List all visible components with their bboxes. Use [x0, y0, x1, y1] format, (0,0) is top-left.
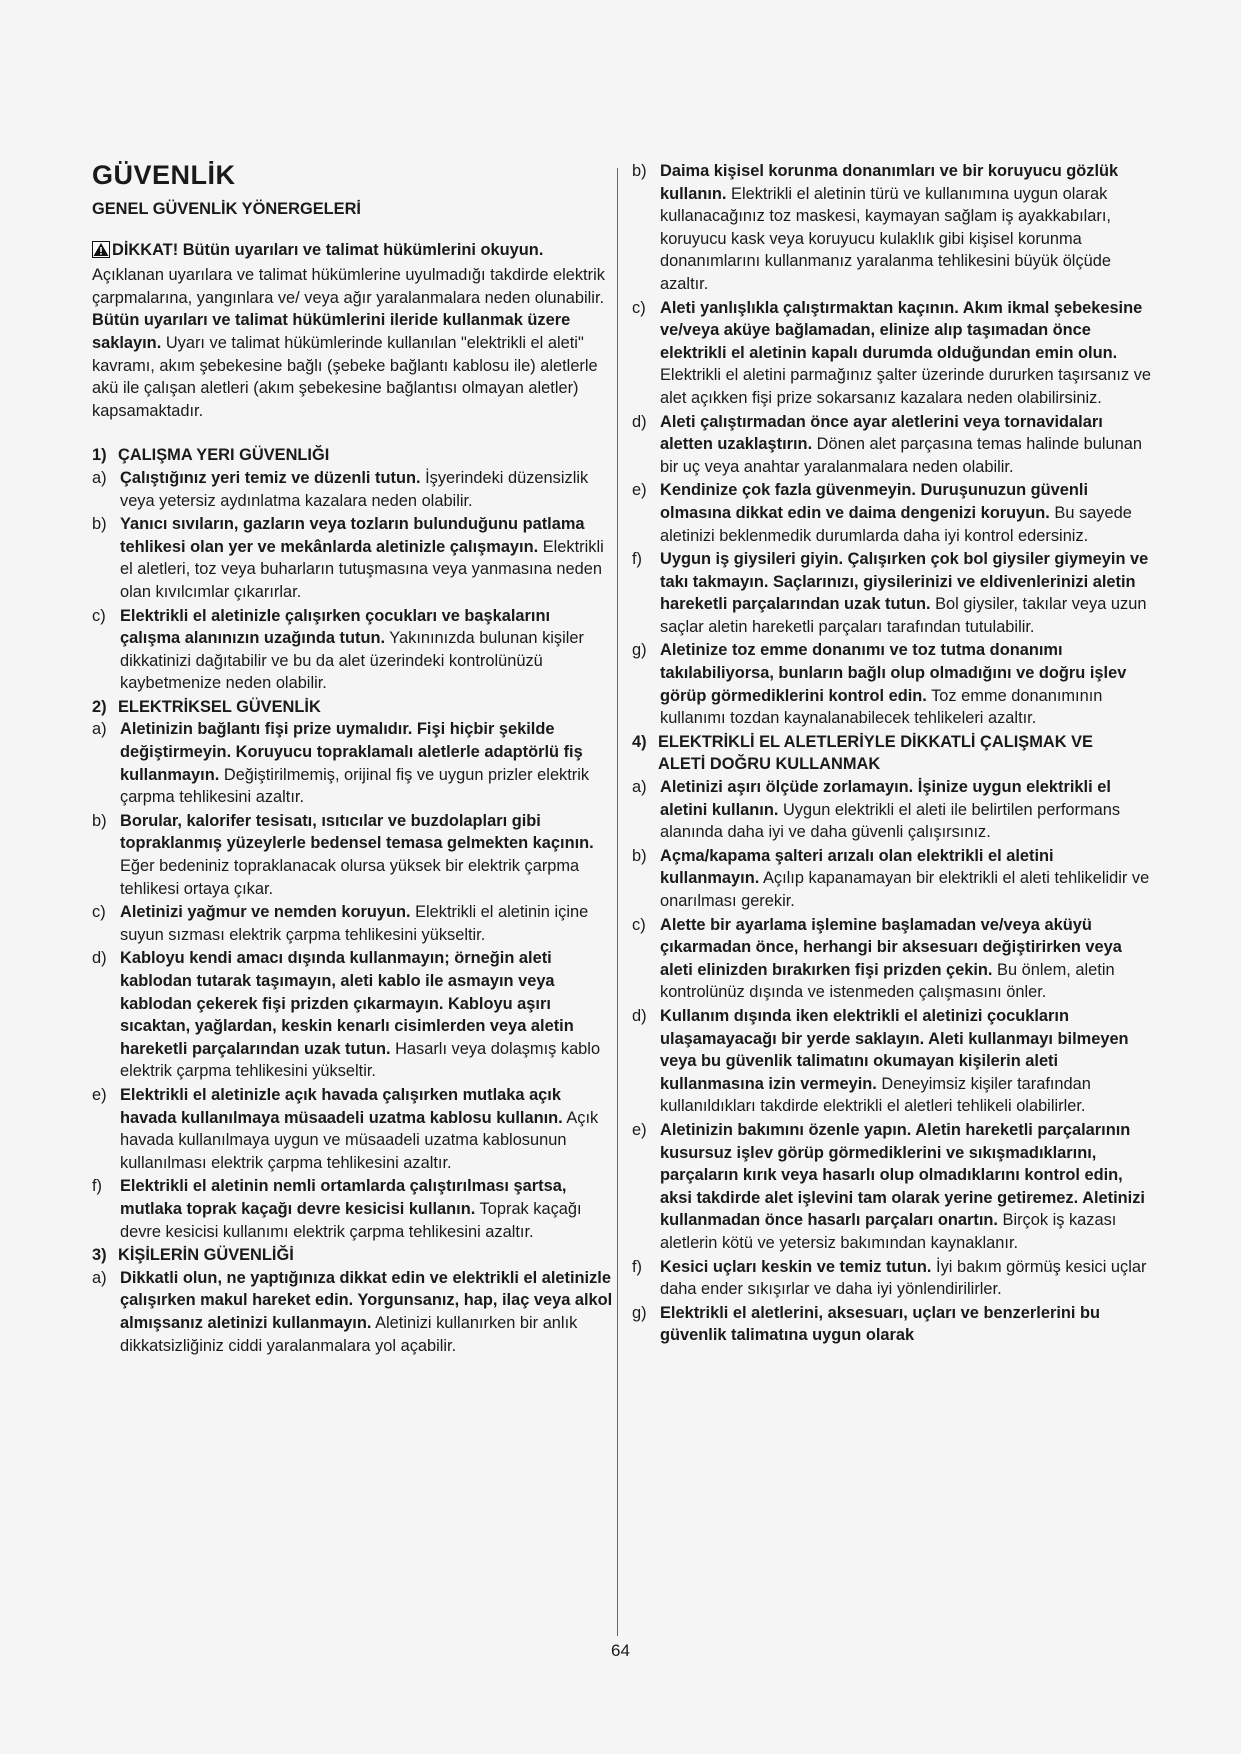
section-2-heading: 2) ELEKTRİKSEL GÜVENLİK — [92, 697, 321, 716]
list-item: a) Aletinizi aşırı ölçüde zorlamayın. İşinize uygun elektrikli el aletini kullanın. Uygun elektrikli el aleti ile belirtilen performans alanında daha iyi ve daha güvenli çalışırsınız. — [632, 778, 1121, 842]
list-item: a) Aletinizin bağlantı fişi prize uymalıdır. Fişi hiçbir şekilde değiştirmeyin. Koruyucu topraklamalı aletlerle adaptörlü fiş kullanmayın. Değiştirilmemiş, orijinal fiş ve uygun prizler elektrik çarpma tehlikesini azaltır. — [92, 720, 590, 807]
list-item: e) Kendinize çok fazla güvenmeyin. Duruşunuzun güvenli olmasına dikkat edin ve daima dengenizi koruyun. Bu sayede aletinizi beklenmedik durumlarda daha iyi kontrol edersiniz. — [632, 481, 1132, 545]
list-item: e) Elektrikli el aletinizle açık havada çalışırken mutlaka açık havada kullanılmaya müsaadeli uzatma kablosu kullanın. Açık havada kullanılmaya uygun ve müsaadeli uzatma kablosunun kullanılması elektrik çarpma tehlikesini azaltır. — [92, 1085, 599, 1172]
list-item: d) Kabloyu kendi amacı dışında kullanmayın; örneğin aleti kablodan tutarak taşımayın, aleti kablo ile asmayın veya kablodan çekerek fişi prizden çıkarmayın. Kabloyu aşırı sıcaktan, yağlardan, keskin kenarlı cisimlerden veya aletin hareketli parçalarından uzak tutun. Hasarlı veya dolaşmış kablo elektrik çarpma tehlikesini yükseltir. — [92, 949, 601, 1081]
warning-paragraph — [92, 239, 614, 423]
section-3-heading: 3) KİŞİLERİN GÜVENLİĞİ — [92, 1246, 294, 1265]
list-item: f) Kesici uçları keskin ve temiz tutun. İyi bakım görmüş kesici uçlar daha ender sıkışırlar ve daha iyi yönlendirilirler. — [632, 1257, 1147, 1299]
right-column — [632, 160, 1152, 1348]
page-number: 64 — [611, 1641, 630, 1660]
left-column — [92, 160, 614, 1358]
list-item: c) Alette bir ayarlama işlemine başlamadan ve/veya aküyü çıkarmadan önce, herhangi bir aksesuarı değiştirirken veya aleti elinizden bırakırken fişi prizden çekin. Bu önlem, aletin kontrolünüz dışında ve istenmeden çalışmasını önler. — [632, 915, 1122, 1002]
list-item: f) Elektrikli el aletinin nemli ortamlarda çalıştırılması şartsa, mutlaka toprak kaçağı devre kesicisi kullanın. Toprak kaçağı devre kesicisi kullanımı elektrik çarpma tehlikesini azaltır. — [92, 1177, 582, 1241]
warning-text-2: Uyarı ve talimat hükümlerinde kullanılan "elektrikli el aleti" kavramı, akım şebekesine bağlı (şebeke bağlantı kablosu ile) aletlerle akü ile çalışan aletleri (akım şebekesine bağlantısı olmayan aletler) kapsamaktadır. — [92, 333, 598, 420]
warning-triangle-icon — [92, 241, 110, 265]
column-divider — [617, 168, 618, 1636]
page-subtitle: GENEL GÜVENLİK YÖNERGELERİ — [92, 200, 361, 218]
list-item: b) Daima kişisel korunma donanımları ve bir koruyucu gözlük kullanın. Elektrikli el aletinin türü ve kullanımına uygun olarak kullanacağınız toz maskesi, kaymayan sağlam iş ayakkabıları, koruyucu kask veya koruyucu kulaklık gibi kişisel korunma donanımlarını kullanmanız yaralanma tehlikesini büyük ölçüde azaltır. — [632, 162, 1119, 293]
list-item: c) Aletinizi yağmur ve nemden koruyun. Elektrikli el aletinin içine suyun sızması elektrik çarpma tehlikesini yükseltir. — [92, 903, 589, 944]
list-item: g) Elektrikli el aletlerini, aksesuarı, uçları ve benzerlerini bu güvenlik talimatına uygun olarak — [632, 1303, 1101, 1345]
list-item: c) Elektrikli el aletinizle çalışırken çocukları ve başkalarını çalışma alanınızın uzağında tutun. Yakınınızda bulunan kişiler dikkatinizi dağıtabilir ve bu da alet üzerindeki kontrolünüzü kaybetmenize neden olabilir. — [92, 606, 584, 693]
list-item: b) Borular, kalorifer tesisatı, ısıtıcılar ve buzdolapları gibi topraklanmış yüzeylerle bedensel temasa gelmekten kaçının. Eğer bedeniniz topraklanacak olursa yüksek bir elektrik çarpma tehlikesi ortaya çıkar. — [92, 811, 594, 898]
page-title: GÜVENLİK — [92, 160, 236, 190]
section-4-heading: 4) ELEKTRİKLİ EL ALETLERİYLE DİKKATLİ ÇALIŞMAK VE ALETİ DOĞRU KULLANMAK — [632, 732, 1093, 774]
list-item: a) Çalıştığınız yeri temiz ve düzenli tutun. İşyerindeki düzensizlik veya yetersiz aydınlatma kazalara neden olabilir. — [92, 468, 589, 510]
section-1-heading: 1) ÇALIŞMA YERI GÜVENLIĞI — [92, 446, 330, 465]
list-item: e) Aletinizin bakımını özenle yapın. Aletin hareketli parçalarının kusursuz işlev görüp görmediklerini ve sıkışmadıklarını, parçaların kırık veya hasarlı olup olmadıklarını kontrol edin, aksi takdirde alet işlevini tam olarak yerine getiremez. Aletinizi kullanmadan önce hasarlı parçaları onartın. Birçok iş kazası aletlerin kötü ve yetersiz bakımından kaynaklanır. — [632, 1120, 1145, 1252]
list-item: c) Aleti yanlışlıkla çalıştırmaktan kaçının. Akım ikmal şebekesine ve/veya aküye bağlamadan, elinize alıp taşımadan önce elektrikli el aletinin kapalı durumda olduğundan emin olun. Elektrikli el aletini parmağınız şalter üzerinde dururken taşırsanız ve alet açıkken fişi prize sokarsanız kazalara neden olabilirsiniz. — [632, 298, 1152, 407]
warning-bold-2: Bütün uyarıları ve talimat hükümlerini ileride kullanmak üzere saklayın. — [92, 311, 571, 352]
list-item: b) Yanıcı sıvıların, gazların veya tozların bulunduğunu patlama tehlikesi olan yer ve mekânlarda aletinizle çalışmayın. Elektrikli el aletleri, toz veya buharların tutuşmasına veya yanmasına neden olan kıvılcımlar çıkarırlar. — [92, 515, 604, 601]
list-item: f) Uygun iş giysileri giyin. Çalışırken çok bol giysiler giymeyin ve takı takmayın. Saçlarınızı, giysilerinizi ve eldivenlerinizi aletin hareketli parçalarından uzak tutun. Bol giysiler, takılar veya uzun saçlar aletin hareketli parçaları tarafından tutulabilir. — [632, 550, 1149, 636]
warning-text-1: Açıklanan uyarılara ve talimat hükümlerine uyulmadığı takdirde elektrik çarpmalarına, yangınlara ve/ veya ağır yaralanmalara neden olunabilir. — [92, 266, 605, 307]
warning-bold-1: DİKKAT! Bütün uyarıları ve talimat hükümlerini okuyun. — [112, 240, 544, 259]
list-item: d) Aleti çalıştırmadan önce ayar aletlerini veya tornavidaları aletten uzaklaştırın. Dönen alet parçasına temas halinde bulunan bir uç veya anahtar yaralanmalara neden olabilir. — [632, 412, 1142, 476]
list-item: g) Aletinize toz emme donanımı ve toz tutma donanımı takılabiliyorsa, bunların bağlı olup olmadığını ve doğru işlev görüp görmediklerini kontrol edin. Toz emme donanımının kullanımı tozdan kaynalanabilecek tehlikeleri azaltır. — [632, 641, 1127, 728]
list-item: b) Açma/kapama şalteri arızalı olan elektrikli el aletini kullanmayın. Açılıp kapanamayan bir elektrikli el aleti tehlikelidir ve onarılması gerekir. — [632, 846, 1150, 910]
list-item: d) Kullanım dışında iken elektrikli el aletinizi çocukların ulaşamayacağı bir yerde saklayın. Aleti kullanmayı bilmeyen veya bu güvenlik talimatını okumayan kişilerin aleti kullanmasına izin vermeyin. Deneyimsiz kişiler tarafından kullanıldıkları takdirde elektrikli el aletleri tehlikeli olabilirler. — [632, 1006, 1129, 1116]
list-item: a) Dikkatli olun, ne yaptığınıza dikkat edin ve elektrikli el aletinizle çalışırken makul hareket edin. Yorgunsanız, hap, ilaç veya alkol almışsanız aletinizi kullanmayın. Aletinizi kullanırken bir anlık dikkatsizliğiniz ciddi yaralanmalara yol açabilir. — [92, 1268, 613, 1355]
